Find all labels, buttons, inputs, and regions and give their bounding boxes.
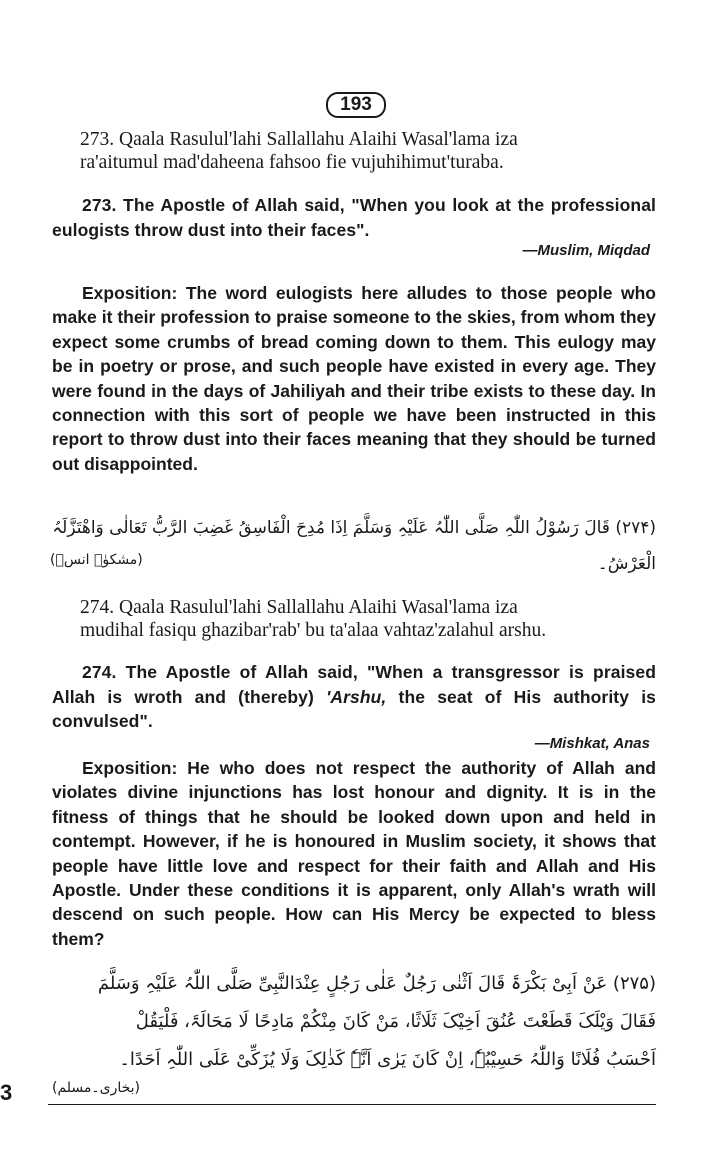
page-number: 193 (326, 92, 386, 118)
edge-digit: 3 (0, 1080, 13, 1105)
translation-italic-term: 'Arshu, (326, 686, 387, 707)
hadith-275-arabic-reference: (بخاری۔مسلم) (52, 1080, 140, 1096)
transliteration-line: 273. Qaala Rasulul'lahi Sallallahu Alaihi Wasal'lama iza (80, 129, 518, 150)
hadith-274-arabic-reference: (مشکوٰۃ انسؓ) (50, 552, 143, 568)
transliteration-line: mudihal fasiqu ghazibar'rab' bu ta'alaa vahtaz'zalahul arshu. (80, 620, 547, 641)
hadith-273-translation (52, 193, 656, 242)
arabic-line: فَقَالَ وَیْلَکَ قَطَعْتَ عُنُقَ اَخِیْکَ ثَلَاثًا، مَنْ کَانَ مِنْکُمْ مَادِحًا لَا مَحَالَۃَ، فَلْیَقُلْ (135, 1011, 656, 1032)
hadith-273-transliteration (80, 128, 680, 174)
transliteration-line: 274. Qaala Rasulul'lahi Sallallahu Alaihi Wasal'lama iza (80, 597, 518, 618)
transliteration-line: ra'aitumul mad'daheena fahsoo fie vujuhihimut'turaba. (80, 152, 504, 173)
hadith-273-reference: —Muslim, Miqdad (522, 242, 650, 259)
hadith-274-exposition (52, 756, 656, 951)
exposition-label: Exposition: (82, 758, 178, 778)
exposition-text: The word eulogists here alludes to those people who make it their profession to praise someone to the skies, from whom they expect some crumbs of bread coming down to them. This eulogy may be in poetry or prose, and such people have existed in every age. They were found in the days of Jahiliyah and their tribe exists to these day. In connection with this sort of people we have been instructed in this report to throw dust into their faces meaning that they should be turned out disappointed. (52, 283, 656, 474)
arabic-line: (۲۷۵) عَنْ اَبِیْ بَکْرَۃَ قَالَ اَثْنٰی رَجُلٌ عَلٰی رَجُلٍ عِنْدَالنَّبِیِّ صَلَّی اللّٰہُ عَلَیْہِ وَسَلَّمَ (97, 973, 656, 994)
translation-text: 274. The Apostle of Allah said, "When a transgressor is praised Allah is wroth and (thereby) (52, 662, 656, 707)
hadith-274-reference: —Mishkat, Anas (534, 735, 650, 752)
hadith-273-exposition (52, 281, 656, 476)
hadith-274-translation (52, 660, 656, 734)
arabic-line: اَحْسَبُ فُلَانًا وَاللّٰہُ حَسِیْبُہٗ، اِنْ کَانَ یَرٰی اَنَّہٗ کَذٰلِکَ وَلَا یُزَکِّیْ عَلَی اللّٰہِ اَحَدًا۔ (119, 1049, 656, 1070)
translation-text-end: the seat of His authority is convulsed". (52, 686, 657, 731)
exposition-text: He who does not respect the authority of Allah and violates divine injunctions has lost honour and dignity. It is in the fitness of things that he should be looked down upon and held in contempt. However, if he is honoured in Muslim society, it shows that people have little love and respect for their faith and Allah and His Apostle. Under these conditions it is apparent, only Allah's wrath will descend on such people. How can His Mercy be expected to bless them? (52, 758, 656, 949)
translation-text: 273. The Apostle of Allah said, "When you look at the professional eulogists throw dust into their faces". (52, 195, 656, 240)
hadith-274-transliteration (80, 596, 680, 642)
exposition-label: Exposition: (82, 283, 178, 303)
footer-rule (48, 1104, 656, 1105)
hadith-275-arabic (48, 965, 656, 1079)
hadith-274-arabic: (۲۷۴) قَالَ رَسُوْلُ اللّٰہِ صَلَّی اللّٰہُ عَلَیْہِ وَسَلَّمَ اِذَا مُدِحَ الْفَاسِقُ غَضِبَ الرَّبُّ تَعَالٰی وَاھْتَزَّلَہُ الْعَرْشُ۔ (52, 518, 656, 574)
